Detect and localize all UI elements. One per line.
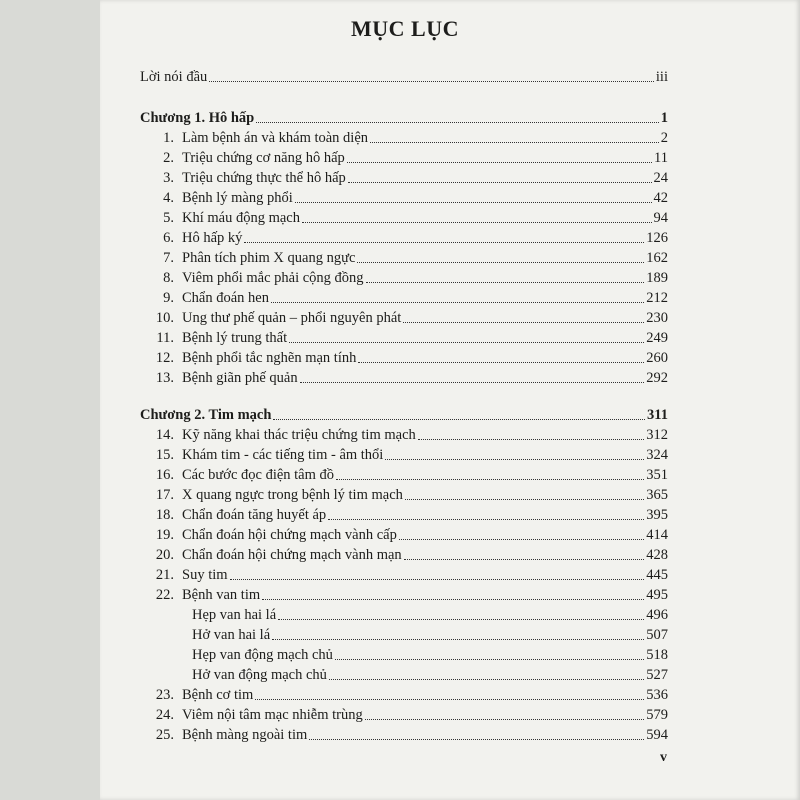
toc-label: Chẩn đoán hội chứng mạch vành cấp	[182, 527, 397, 543]
toc-label: Hô hấp ký	[182, 230, 243, 246]
dot-leader	[300, 382, 645, 383]
toc-label: Chẩn đoán hội chứng mạch vành mạn	[182, 547, 402, 563]
book-page	[100, 0, 800, 800]
toc-page-number: 507	[646, 627, 668, 643]
dot-leader	[256, 122, 659, 123]
toc-label: Kỹ năng khai thác triệu chứng tim mạch	[182, 427, 416, 443]
toc-row	[148, 504, 668, 524]
toc-page-number: 365	[646, 487, 668, 503]
toc-page-number: 495	[646, 587, 668, 603]
dot-leader	[273, 419, 645, 420]
toc-page-number: 414	[646, 527, 668, 543]
toc-row	[148, 484, 668, 504]
toc-label: Phân tích phim X quang ngực	[182, 250, 356, 266]
dot-leader	[309, 739, 644, 740]
toc-row	[148, 684, 668, 704]
dot-leader	[370, 142, 659, 143]
toc-row	[148, 187, 668, 207]
toc-label: Chẩn đoán tăng huyết áp	[182, 507, 327, 523]
dot-leader	[418, 439, 645, 440]
toc-label: Bệnh giãn phế quản	[182, 370, 298, 386]
toc-number: 25.	[155, 727, 174, 743]
toc-number: 15.	[155, 447, 174, 463]
dot-leader	[272, 639, 644, 640]
dot-leader	[358, 362, 644, 363]
toc-page-number: 496	[646, 607, 668, 623]
toc-label: Bệnh lý trung thất	[182, 330, 288, 346]
toc-page-number: 249	[646, 330, 668, 346]
toc-number: 12.	[155, 350, 174, 366]
toc-row	[192, 664, 668, 684]
toc-label: Hẹp van hai lá	[192, 607, 277, 623]
toc-row	[140, 66, 668, 86]
toc-row	[148, 347, 668, 367]
dot-leader	[262, 599, 644, 600]
toc-number: 23.	[155, 687, 174, 703]
toc-row	[148, 147, 668, 167]
toc-label: Triệu chứng thực thể hô hấp	[182, 170, 346, 186]
toc-number: 19.	[155, 527, 174, 543]
toc-number: 18.	[155, 507, 174, 523]
toc-row	[148, 584, 668, 604]
toc-label: Chẩn đoán hen	[182, 290, 269, 306]
dot-leader	[357, 262, 644, 263]
toc-page-number: 445	[646, 567, 668, 583]
toc-number: 3.	[163, 170, 174, 186]
toc-number: 11.	[156, 330, 174, 346]
toc-row	[148, 544, 668, 564]
dot-leader	[403, 322, 644, 323]
toc-row	[148, 307, 668, 327]
toc-label: Chương 2. Tim mạch	[140, 407, 272, 423]
toc-row	[148, 167, 668, 187]
toc-label: Khám tim - các tiếng tim - âm thổi	[182, 447, 384, 463]
toc-page-number: 324	[646, 447, 668, 463]
toc-page-number: 312	[646, 427, 668, 443]
toc-number: 8.	[163, 270, 174, 286]
toc-label: Lời nói đầu	[140, 69, 208, 85]
dot-leader	[399, 539, 644, 540]
toc-page-number: 1	[660, 110, 668, 126]
toc-page-number: 594	[646, 727, 668, 743]
toc-label: Bệnh lý màng phổi	[182, 190, 293, 206]
toc-row	[148, 207, 668, 227]
toc-label: Khí máu động mạch	[182, 210, 300, 226]
toc-label: Hở van hai lá	[192, 627, 271, 643]
dot-leader	[404, 559, 645, 560]
toc-number: 16.	[155, 467, 174, 483]
toc-label: Các bước đọc điện tâm đồ	[182, 467, 335, 483]
toc-page-number: 212	[646, 290, 668, 306]
dot-leader	[348, 182, 652, 183]
dot-leader	[289, 342, 644, 343]
toc-number: 1.	[163, 130, 174, 146]
toc-page-number: 579	[646, 707, 668, 723]
dot-leader	[209, 81, 654, 82]
toc-label: Bệnh phổi tắc nghẽn mạn tính	[182, 350, 357, 366]
toc-number: 2.	[163, 150, 174, 166]
toc-row	[148, 524, 668, 544]
toc-row	[148, 267, 668, 287]
toc-page-number: 518	[646, 647, 668, 663]
toc-page-number: iii	[655, 69, 668, 85]
toc-number: 7.	[163, 250, 174, 266]
toc-row	[148, 127, 668, 147]
toc-page-number: 527	[646, 667, 668, 683]
toc-number: 21.	[155, 567, 174, 583]
toc-page-number: 42	[653, 190, 668, 206]
dot-leader	[365, 719, 645, 720]
toc-row	[148, 367, 668, 387]
dot-leader	[328, 519, 644, 520]
toc-number: 20.	[155, 547, 174, 563]
dot-leader	[244, 242, 644, 243]
toc-page-number: 94	[653, 210, 668, 226]
page-number: v	[660, 750, 667, 765]
dot-leader	[405, 499, 644, 500]
toc-row	[148, 287, 668, 307]
toc-number: 10.	[155, 310, 174, 326]
toc-page-number: 230	[646, 310, 668, 326]
toc-row	[192, 624, 668, 644]
toc-page-number: 292	[646, 370, 668, 386]
toc-row	[192, 644, 668, 664]
toc-number: 13.	[155, 370, 174, 386]
toc-row	[148, 227, 668, 247]
toc-page-number: 162	[646, 250, 668, 266]
toc-row	[148, 327, 668, 347]
toc-chapter-row	[140, 107, 668, 127]
toc-number: 17.	[155, 487, 174, 503]
toc-label: Viêm nội tâm mạc nhiễm trùng	[182, 707, 363, 723]
toc-number: 9.	[163, 290, 174, 306]
dot-leader	[329, 679, 644, 680]
toc-label: Hở van động mạch chủ	[192, 667, 327, 683]
toc-row	[148, 724, 668, 744]
dot-leader	[335, 659, 644, 660]
toc-label: Chương 1. Hô hấp	[140, 110, 255, 126]
dot-leader	[278, 619, 644, 620]
toc-page-number: 24	[653, 170, 668, 186]
toc-label: Viêm phổi mắc phải cộng đồng	[182, 270, 364, 286]
toc-page-number: 126	[646, 230, 668, 246]
toc-page-number: 428	[646, 547, 668, 563]
dot-leader	[255, 699, 644, 700]
dot-leader	[366, 282, 645, 283]
toc-page-number: 311	[647, 407, 668, 423]
toc-page-number: 395	[646, 507, 668, 523]
toc-page-number: 189	[646, 270, 668, 286]
toc-page-number: 351	[646, 467, 668, 483]
toc-label: Triệu chứng cơ năng hô hấp	[182, 150, 345, 166]
toc-row	[148, 564, 668, 584]
toc-label: X quang ngực trong bệnh lý tim mạch	[182, 487, 403, 503]
page-title: MỤC LỤC	[351, 16, 459, 41]
dot-leader	[347, 162, 652, 163]
toc-number: 22.	[155, 587, 174, 603]
toc-row	[192, 604, 668, 624]
dot-leader	[295, 202, 652, 203]
toc-number: 6.	[163, 230, 174, 246]
toc-number: 4.	[163, 190, 174, 206]
dot-leader	[385, 459, 644, 460]
toc-page-number: 260	[646, 350, 668, 366]
toc-label: Bệnh cơ tim	[182, 687, 254, 703]
dot-leader	[302, 222, 652, 223]
toc-chapter-row	[140, 404, 668, 424]
toc-row	[148, 704, 668, 724]
toc-page-number: 2	[660, 130, 668, 146]
toc-label: Bệnh van tim	[182, 587, 261, 603]
toc-label: Ung thư phế quản – phổi nguyên phát	[182, 310, 402, 326]
toc-row	[148, 247, 668, 267]
dot-leader	[271, 302, 644, 303]
toc-row	[148, 464, 668, 484]
toc-label: Bệnh màng ngoài tim	[182, 727, 308, 743]
toc-row	[148, 424, 668, 444]
toc-number: 14.	[155, 427, 174, 443]
toc-label: Suy tim	[182, 567, 228, 583]
dot-leader	[336, 479, 644, 480]
toc-number: 24.	[155, 707, 174, 723]
dot-leader	[230, 579, 645, 580]
toc-page-number: 11	[654, 150, 668, 166]
toc-number: 5.	[163, 210, 174, 226]
toc-page-number: 536	[646, 687, 668, 703]
toc-row	[148, 444, 668, 464]
toc-label: Hẹp van động mạch chủ	[192, 647, 333, 663]
toc-label: Làm bệnh án và khám toàn diện	[182, 130, 369, 146]
